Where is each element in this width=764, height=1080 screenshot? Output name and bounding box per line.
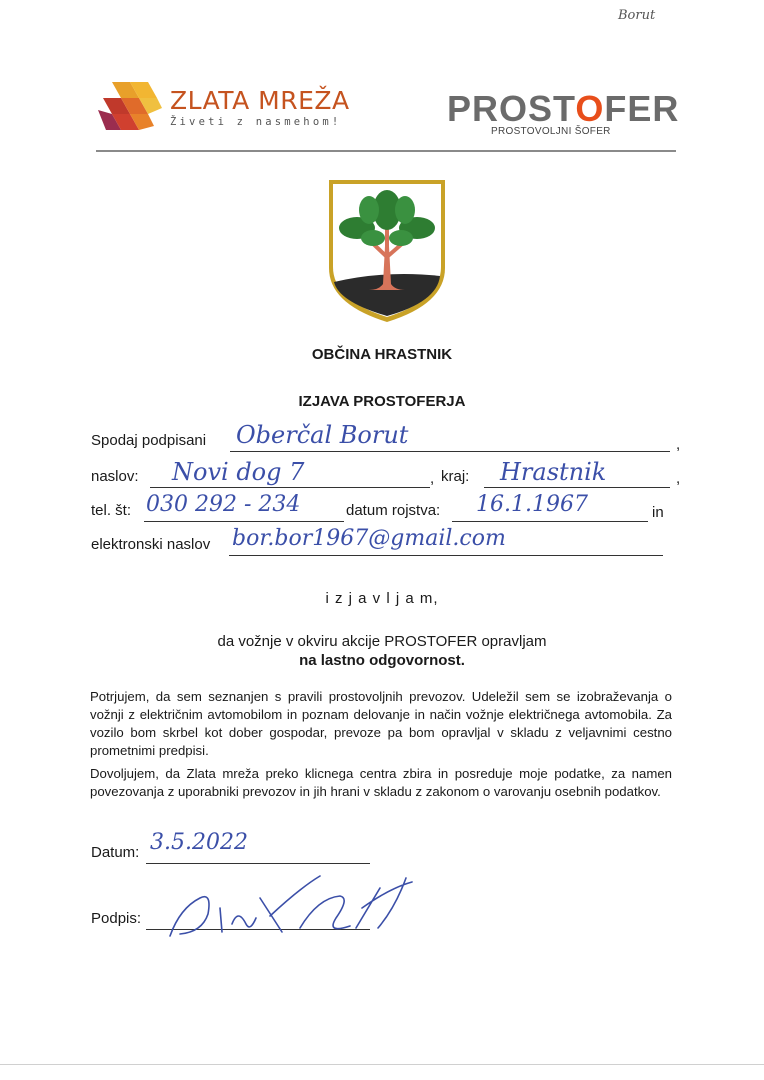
prostofer-tagline: PROSTOVOLJNI ŠOFER bbox=[491, 126, 611, 137]
name-comma: , bbox=[676, 436, 681, 453]
name-value: Oberčal Borut bbox=[236, 421, 409, 449]
prostofer-logo bbox=[447, 88, 687, 140]
in-word: in bbox=[652, 504, 664, 521]
email-line bbox=[229, 555, 663, 556]
name-line bbox=[230, 451, 670, 452]
date-value: 3.5.2022 bbox=[150, 830, 248, 855]
date-line bbox=[146, 863, 370, 864]
city-line bbox=[484, 487, 670, 488]
page-bottom-edge bbox=[0, 1064, 764, 1065]
email-value: bor.bor1967@gmail.com bbox=[232, 526, 506, 551]
prostofer-name-part1: PROST bbox=[447, 88, 576, 129]
city-value: Hrastnik bbox=[500, 458, 607, 486]
header-divider bbox=[96, 150, 676, 152]
zlata-mreza-logo bbox=[96, 80, 356, 136]
zlata-mreza-mark-icon bbox=[96, 80, 164, 134]
dob-label: datum rojstva: bbox=[346, 502, 441, 519]
dob-line bbox=[452, 521, 648, 522]
phone-line bbox=[144, 521, 344, 522]
address-label: naslov: bbox=[91, 468, 139, 485]
address-line bbox=[150, 487, 430, 488]
prostofer-name-o: O bbox=[575, 88, 605, 129]
zlata-mreza-tagline: Živeti z nasmehom! bbox=[170, 116, 342, 128]
phone-label: tel. št: bbox=[91, 502, 132, 519]
handwritten-signature bbox=[150, 868, 440, 948]
city-label: kraj: bbox=[441, 468, 470, 485]
email-label: elektronski naslov bbox=[91, 536, 211, 553]
dob-value: 16.1.1967 bbox=[476, 492, 588, 517]
declaration-line2: na lastno odgovornost. bbox=[299, 652, 465, 669]
declaration-line1: da vožnje v okviru akcije PROSTOFER opravljam bbox=[217, 633, 547, 650]
oak-tree-crest-icon bbox=[325, 176, 449, 324]
address-comma: , bbox=[430, 470, 435, 487]
city-comma: , bbox=[676, 470, 681, 487]
municipality-heading: OBČINA HRASTNIK bbox=[311, 346, 453, 363]
consent-paragraph-1: Potrjujem, da sem seznanjen s pravili prostovoljnih prevozov. Udeležil sem se izobraževanja o vožnji z električnim avtomobilom in poznam delovanje in način vožnje električnega avtomobila. Za vozilo bom skrbel kot dober gospodar, prevoze pa bom opravljal v skladu z veljavnimi cestno prometnimi predpisi. bbox=[90, 689, 672, 758]
document-title: IZJAVA PROSTOFERJA bbox=[298, 393, 466, 410]
prostofer-name-part2: FER bbox=[604, 88, 680, 129]
name-label: Spodaj podpisani bbox=[91, 432, 207, 449]
signature-label: Podpis: bbox=[91, 910, 142, 927]
corner-note: Borut bbox=[618, 8, 656, 23]
declaration-verb: i z j a v l j a m, bbox=[325, 590, 439, 607]
zlata-mreza-name: ZLATA MREŽA bbox=[170, 86, 350, 115]
address-value: Novi dog 7 bbox=[172, 458, 305, 486]
consent-paragraph-2: Dovoljujem, da Zlata mreža preko klicnega centra zbira in posreduje moje podatke, za namen povezovanja z uporabniki prevozov in jih hrani v skladu z zakonom o varovanju osebnih podatkov. bbox=[90, 766, 672, 799]
date-label: Datum: bbox=[91, 844, 140, 861]
phone-value: 030 292 - 234 bbox=[146, 492, 301, 517]
